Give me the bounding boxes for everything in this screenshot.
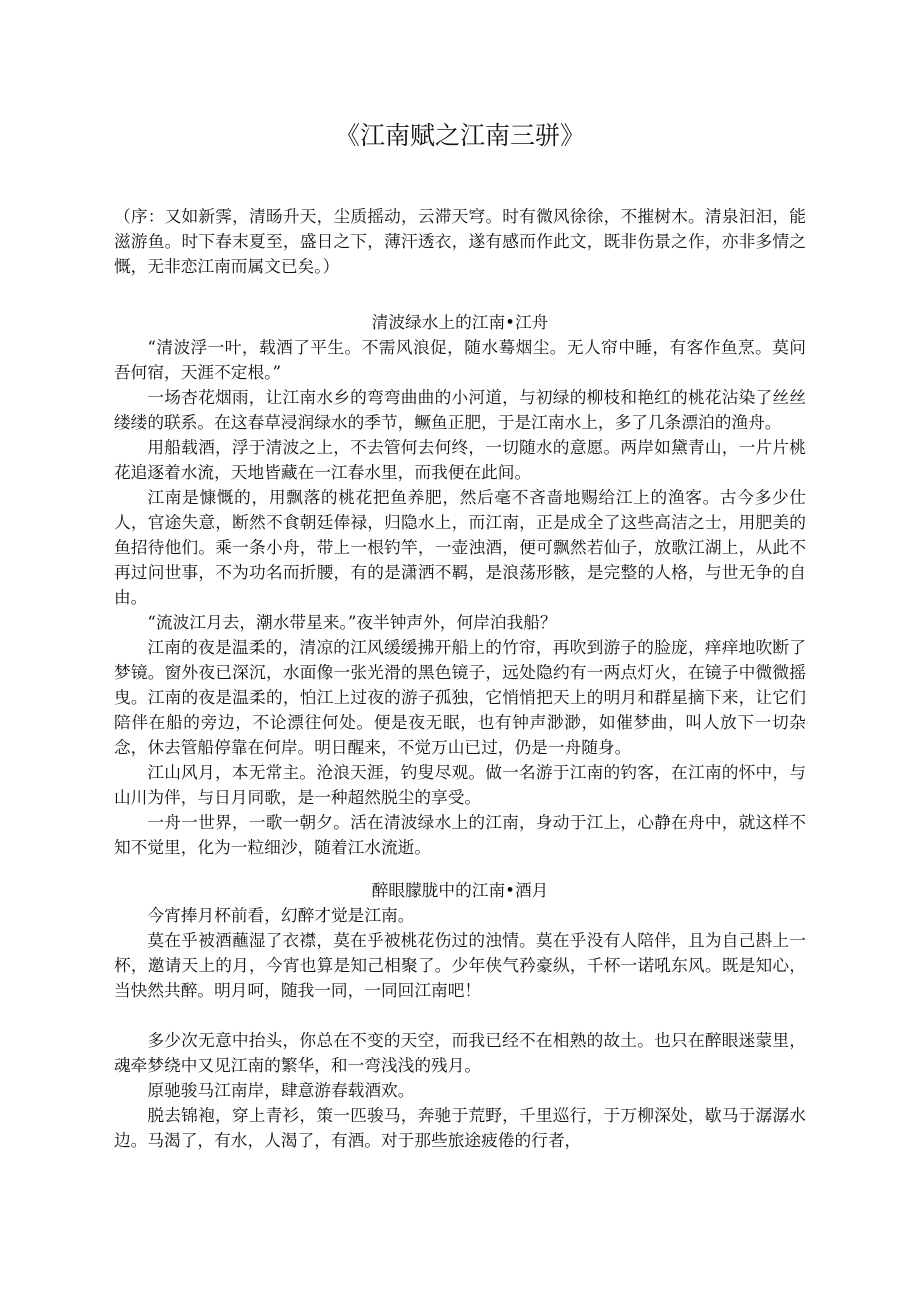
section-heading-jiangzhou: 清波绿水上的江南•江舟 xyxy=(371,312,549,332)
paragraph: “清波浮一叶，载酒了平生。不需风浪促，随水蓦烟尘。无人帘中睡，有客作鱼烹。莫问吾何宿，天涯不定根。” xyxy=(114,337,806,382)
paragraph: 用船载酒，浮于清波之上，不去管何去何终，一切随水的意愿。两岸如黛青山，一片片桃花追逐着水流，天地皆藏在一江春水里，而我便在此间。 xyxy=(114,437,806,482)
paragraph: 多少次无意中抬头，你总在不变的天空，而我已经不在相熟的故土。也只在醉眼迷蒙里，魂牵梦绕中又见江南的繁华，和一弯浅浅的残月。 xyxy=(114,1030,806,1075)
document-body xyxy=(114,204,806,1153)
paragraph: “流波江月去，潮水带星来。”夜半钟声外，何岸泊我船？ xyxy=(147,612,557,632)
section-heading-jiuyue: 醉眼朦胧中的江南•酒月 xyxy=(371,880,549,900)
paragraph: 今宵捧月杯前看，幻醉才觉是江南。 xyxy=(147,905,415,925)
document-title: 《江南赋之江南三骈》 xyxy=(334,121,585,150)
paragraph: 莫在乎被酒蘸湿了衣襟，莫在乎被桃花伤过的浊情。莫在乎没有人陪伴，且为自己斟上一杯，邀请天上的月，今宵也算是知己相聚了。少年侠气矜豪纵，千杯一诺吼东风。既是知心，当快然共醉。明月呵，随我一同，一同回江南吧！ xyxy=(114,930,806,1000)
paragraph: 一舟一世界，一歌一朝夕。活在清波绿水上的江南，身动于江上，心静在舟中，就这样不知不觉里，化为一粒细沙，随着江水流逝。 xyxy=(114,812,806,857)
paragraph: 原驰骏马江南岸，肆意游春载酒欢。 xyxy=(147,1080,415,1100)
paragraph: 一场杏花烟雨，让江南水乡的弯弯曲曲的小河道，与初绿的柳枝和艳红的桃花沾染了丝丝缕缕的联系。在这春草浸润绿水的季节，鳜鱼正肥，于是江南水上，多了几条漂泊的渔舟。 xyxy=(114,387,806,432)
paragraph: 江南的夜是温柔的，清凉的江风缓缓拂开船上的竹帘，再吹到游子的脸庞，痒痒地吹断了梦镜。窗外夜已深沉，水面像一张光滑的黑色镜子，远处隐约有一两点灯火，在镜子中微微摇曳。江南的夜是温柔的，怕江上过夜的游子孤独，它悄悄把天上的明月和群星摘下来，让它们陪伴在船的旁边，不论漂往何处。便是夜无眠，也有钟声渺渺，如催梦曲，叫人放下一切杂念，休去管船停靠在何岸。明日醒来，不觉万山已过，仍是一舟随身。 xyxy=(114,637,806,757)
paragraph: 江南是慷慨的，用飘落的桃花把鱼养肥，然后毫不吝啬地赐给江上的渔客。古今多少仕人，官途失意，断然不食朝廷俸禄，归隐水上，而江南，正是成全了这些高洁之士，用肥美的鱼招待他们。乘一条小舟，带上一根钓竿，一壶浊酒，便可飘然若仙子，放歌江湖上，从此不再过问世事，不为功名而折腰，有的是潇洒不羁，是浪荡形骸，是完整的人格，与世无争的自由。 xyxy=(114,487,806,607)
paragraph: 江山风月，本无常主。沧浪天涯，钓叟尽观。做一名游于江南的钓客，在江南的怀中，与山川为伴，与日月同歌，是一种超然脱尘的享受。 xyxy=(114,762,806,807)
paragraph: 脱去锦袍，穿上青衫，策一匹骏马，奔驰于荒野，千里巡行，于万柳深处，歇马于潺潺水边。马渴了，有水，人渴了，有酒。对于那些旅途疲倦的行者， xyxy=(114,1105,806,1150)
preface-paragraph: （序：又如新霁，清旸升天，尘质摇动，云滞天穹。时有微风徐徐，不摧树木。清泉汩汩，能滋游鱼。时下春末夏至，盛日之下，薄汗透衣，遂有感而作此文，既非伤景之作，亦非多情之慨，无非恋江南而属文已矣。） xyxy=(114,206,806,276)
